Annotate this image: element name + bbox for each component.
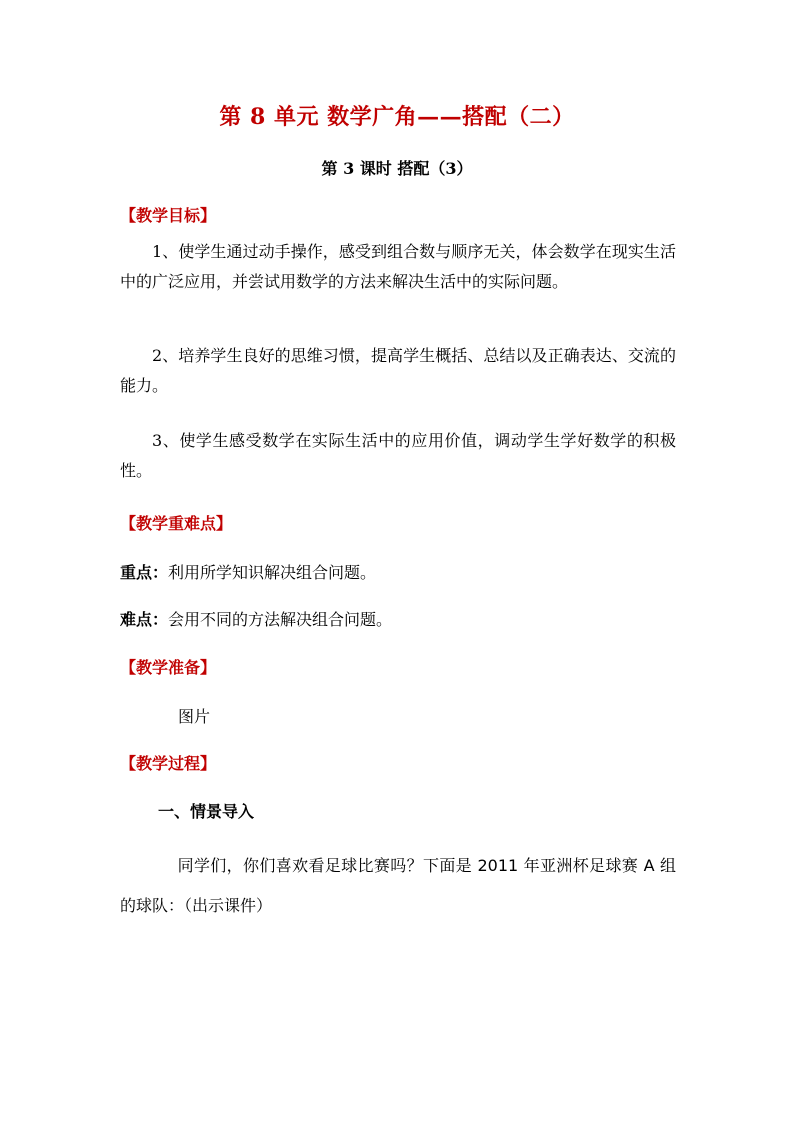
key-point-label: 重点：	[120, 563, 169, 582]
difficult-point-line	[120, 607, 392, 630]
document-title: 第 8 单元 数学广角——搭配（二）	[219, 104, 575, 130]
objective-3: 3、使学生感受数学在实际生活中的应用价值，调动学生学好数学的积极性。	[120, 431, 676, 480]
preparation-item: 图片	[178, 707, 211, 726]
preparation-heading: 【教学准备】	[120, 658, 217, 677]
lesson-subtitle: 第 3 课时 搭配（3）	[321, 159, 473, 178]
section-1-heading: 一、情景导入	[158, 802, 255, 821]
key-point-text: 利用所学知识解决组合问题。	[168, 563, 377, 582]
intro-paragraph: 同学们，你们喜欢看足球比赛吗？下面是 2011 年亚洲杯足球赛 A 组的球队：（出示课件）	[120, 856, 676, 915]
key-point-line	[120, 560, 376, 583]
difficult-point-label: 难点：	[120, 610, 169, 629]
objectives-heading: 【教学目标】	[120, 206, 217, 225]
key-points-heading: 【教学重难点】	[120, 514, 233, 533]
process-heading: 【教学过程】	[120, 754, 217, 773]
difficult-point-text: 会用不同的方法解决组合问题。	[168, 610, 393, 629]
objective-2: 2、培养学生良好的思维习惯，提高学生概括、总结以及正确表达、交流的能力。	[120, 346, 676, 395]
objective-1: 1、使学生通过动手操作，感受到组合数与顺序无关，体会数学在现实生活中的广泛应用，并尝试用数学的方法来解决生活中的实际问题。	[120, 242, 676, 291]
